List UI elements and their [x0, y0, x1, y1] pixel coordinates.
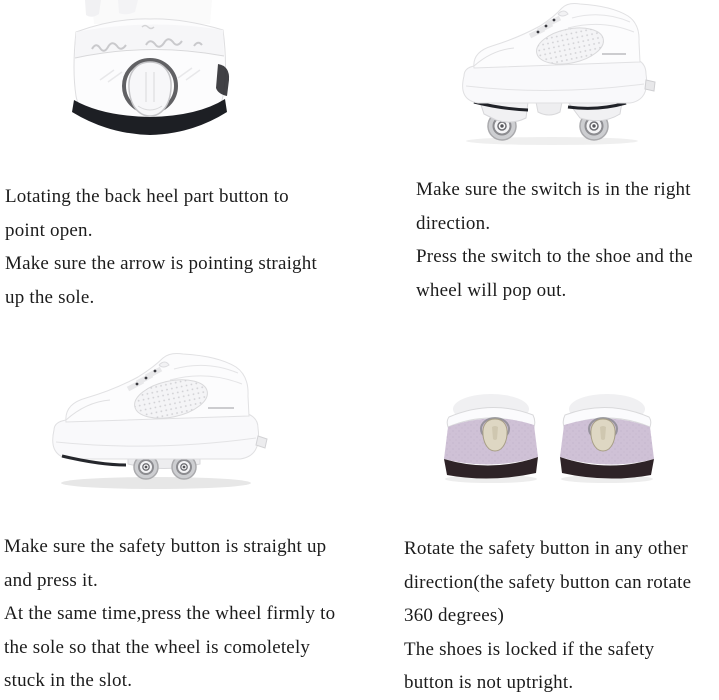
heel-closeup-illustration	[62, 0, 237, 137]
caption-line: stuck in the slot.	[4, 670, 133, 691]
photo-sneaker-wheels-retracted	[42, 352, 270, 492]
caption-line: point open.	[5, 219, 93, 241]
upper-tab-left	[85, 0, 101, 17]
heel-rear-tab	[645, 80, 655, 91]
caption-line: button is not uptright.	[404, 672, 574, 693]
caption-step-3	[4, 530, 399, 698]
drop-shadow	[61, 477, 251, 489]
caption-line: 360 degrees)	[404, 605, 504, 626]
adjacent-dark-patch	[216, 64, 229, 96]
photo-heels-safety-buttons	[433, 385, 661, 485]
drop-shadow	[466, 137, 638, 145]
mid-housing	[536, 102, 562, 115]
right-heel	[560, 394, 654, 483]
caption-line: Press the switch to the shoe and the	[416, 246, 693, 267]
caption-line: At the same time,press the wheel firmly to	[4, 603, 336, 624]
sneaker-wheels-retracted-illustration	[42, 352, 270, 492]
two-heels-illustration	[433, 385, 661, 485]
caption-line: up the sole.	[5, 286, 95, 308]
caption-line: The shoes is locked if the safety	[404, 638, 655, 660]
lace-eyelet	[154, 370, 157, 373]
caption-line: Make sure the safety button is straight up	[4, 536, 327, 557]
caption-line: the sole so that the wheel is comoletely	[4, 636, 311, 658]
caption-line: wheel will pop out.	[416, 279, 567, 301]
caption-line: Rotate the safety button in any other	[404, 538, 688, 559]
caption-step-1	[5, 180, 365, 314]
caption-line: Make sure the switch is in the right	[416, 179, 691, 200]
photo-sneaker-wheels-out	[452, 2, 657, 147]
caption-line: and press it.	[4, 569, 98, 591]
release-button	[129, 62, 171, 116]
caption-line: Lotating the back heel part button to	[5, 186, 289, 207]
caption-line: direction.	[416, 212, 491, 234]
photo-heel-release-button	[62, 0, 237, 137]
sneaker-wheels-out-illustration	[452, 2, 657, 147]
caption-step-4	[404, 532, 719, 700]
lace-eyelet	[145, 377, 148, 380]
left-heel	[444, 394, 538, 483]
caption-line: direction(the safety button can rotate	[404, 571, 692, 593]
lace-eyelet	[553, 19, 556, 22]
lace-eyelet	[537, 31, 540, 34]
caption-step-2	[416, 173, 716, 307]
caption-line: Make sure the arrow is pointing straight	[5, 253, 317, 274]
heel-rear-tab	[256, 436, 267, 448]
lace-eyelet	[136, 383, 139, 386]
lace-eyelet	[545, 25, 548, 28]
